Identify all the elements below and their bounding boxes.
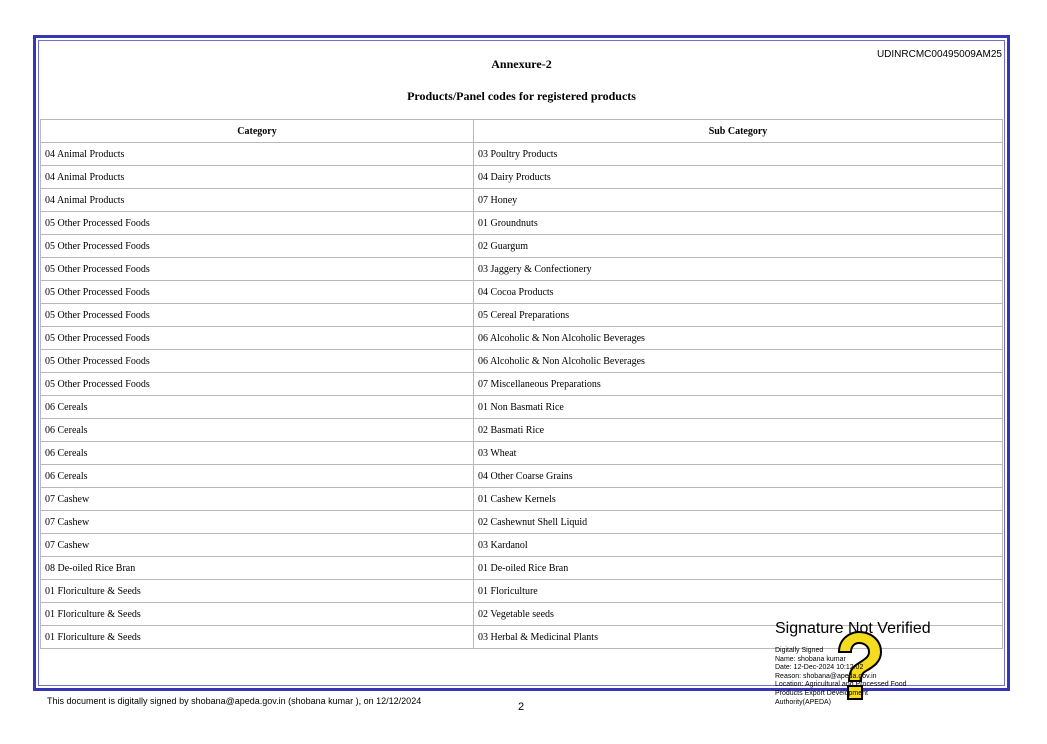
table-row xyxy=(41,442,1003,465)
sub-category-cell: 05 Cereal Preparations xyxy=(474,304,1003,327)
table-row xyxy=(41,488,1003,511)
category-cell: 06 Cereals xyxy=(41,442,474,465)
table-row xyxy=(41,166,1003,189)
category-cell: 07 Cashew xyxy=(41,488,474,511)
sub-category-cell: 04 Other Coarse Grains xyxy=(474,465,1003,488)
table-body xyxy=(41,143,1003,649)
page-frame-inner xyxy=(38,40,1005,686)
category-cell: 07 Cashew xyxy=(41,534,474,557)
sub-category-cell: 07 Miscellaneous Preparations xyxy=(474,373,1003,396)
table-row xyxy=(41,534,1003,557)
category-cell: 08 De-oiled Rice Bran xyxy=(41,557,474,580)
table-row xyxy=(41,396,1003,419)
sub-category-cell: 03 Jaggery & Confectionery xyxy=(474,258,1003,281)
category-cell: 04 Animal Products xyxy=(41,143,474,166)
category-cell: 05 Other Processed Foods xyxy=(41,212,474,235)
signature-line: Reason: shobana@apeda.gov.in xyxy=(775,672,877,680)
category-cell: 05 Other Processed Foods xyxy=(41,281,474,304)
sub-category-cell: 02 Vegetable seeds xyxy=(474,603,1003,626)
category-cell: 06 Cereals xyxy=(41,419,474,442)
table-row xyxy=(41,281,1003,304)
table-row xyxy=(41,212,1003,235)
table-row xyxy=(41,465,1003,488)
table-row xyxy=(41,419,1003,442)
table-row xyxy=(41,143,1003,166)
sub-category-cell: 01 Non Basmati Rice xyxy=(474,396,1003,419)
category-cell: 05 Other Processed Foods xyxy=(41,235,474,258)
page-frame xyxy=(33,35,1010,691)
sub-category-cell: 04 Cocoa Products xyxy=(474,281,1003,304)
sub-category-cell: 07 Honey xyxy=(474,189,1003,212)
sub-category-cell: 01 De-oiled Rice Bran xyxy=(474,557,1003,580)
table-row xyxy=(41,580,1003,603)
table-row xyxy=(41,373,1003,396)
sub-category-cell: 02 Basmati Rice xyxy=(474,419,1003,442)
sub-category-cell: 01 Floriculture xyxy=(474,580,1003,603)
category-cell: 05 Other Processed Foods xyxy=(41,327,474,350)
signature-details xyxy=(775,647,907,707)
sub-category-cell: 04 Dairy Products xyxy=(474,166,1003,189)
table-row xyxy=(41,304,1003,327)
signature-block xyxy=(773,620,1013,720)
sub-category-cell: 01 Groundnuts xyxy=(474,212,1003,235)
signature-line: Name: shobana kumar xyxy=(775,655,846,663)
category-cell: 01 Floriculture & Seeds xyxy=(41,603,474,626)
sub-category-cell: 06 Alcoholic & Non Alcoholic Beverages xyxy=(474,350,1003,373)
table-row xyxy=(41,557,1003,580)
signature-line: Products Export Development xyxy=(775,689,868,697)
sub-category-cell: 03 Herbal & Medicinal Plants xyxy=(474,626,1003,649)
table-row xyxy=(41,189,1003,212)
category-cell: 01 Floriculture & Seeds xyxy=(41,580,474,603)
sub-category-cell: 06 Alcoholic & Non Alcoholic Beverages xyxy=(474,327,1003,350)
table-row xyxy=(41,235,1003,258)
category-cell: 05 Other Processed Foods xyxy=(41,258,474,281)
category-cell: 05 Other Processed Foods xyxy=(41,304,474,327)
sub-category-cell: 02 Cashewnut Shell Liquid xyxy=(474,511,1003,534)
sub-category-cell: 03 Wheat xyxy=(474,442,1003,465)
signature-status: Signature Not Verified xyxy=(775,620,931,637)
category-cell: 01 Floriculture & Seeds xyxy=(41,626,474,649)
sub-category-cell: 02 Guargum xyxy=(474,235,1003,258)
digital-signature-note: This document is digitally signed by shobana@apeda.gov.in (shobana kumar ), on 12/12/2024 xyxy=(47,696,422,706)
table-header-row xyxy=(41,120,1003,143)
product-codes-table xyxy=(40,119,1003,649)
category-cell: 05 Other Processed Foods xyxy=(41,373,474,396)
table-row xyxy=(41,511,1003,534)
signature-line: Location: Agricultural and Processed Food xyxy=(775,681,907,689)
document-subtitle: Products/Panel codes for registered products xyxy=(407,89,636,103)
udin-number: UDINRCMC00495009AM25 xyxy=(876,49,1002,60)
header-sub-category: Sub Category xyxy=(474,120,1003,143)
sub-category-cell: 03 Kardanol xyxy=(474,534,1003,557)
category-cell: 05 Other Processed Foods xyxy=(41,350,474,373)
category-cell: 06 Cereals xyxy=(41,465,474,488)
category-cell: 04 Animal Products xyxy=(41,166,474,189)
signature-line: Authority(APEDA) xyxy=(775,698,832,706)
page-number: 2 xyxy=(518,701,525,713)
sub-category-cell: 03 Poultry Products xyxy=(474,143,1003,166)
table-row xyxy=(41,350,1003,373)
category-cell: 06 Cereals xyxy=(41,396,474,419)
table-row xyxy=(41,258,1003,281)
category-cell: 07 Cashew xyxy=(41,511,474,534)
signature-line: Digitally Signed xyxy=(775,647,824,654)
category-cell: 04 Animal Products xyxy=(41,189,474,212)
table-row xyxy=(41,327,1003,350)
header-category: Category xyxy=(41,120,474,143)
sub-category-cell: 01 Cashew Kernels xyxy=(474,488,1003,511)
document-title: Annexure-2 xyxy=(491,57,552,71)
signature-line: Date: 12-Dec-2024 10:12:02 xyxy=(775,664,864,672)
